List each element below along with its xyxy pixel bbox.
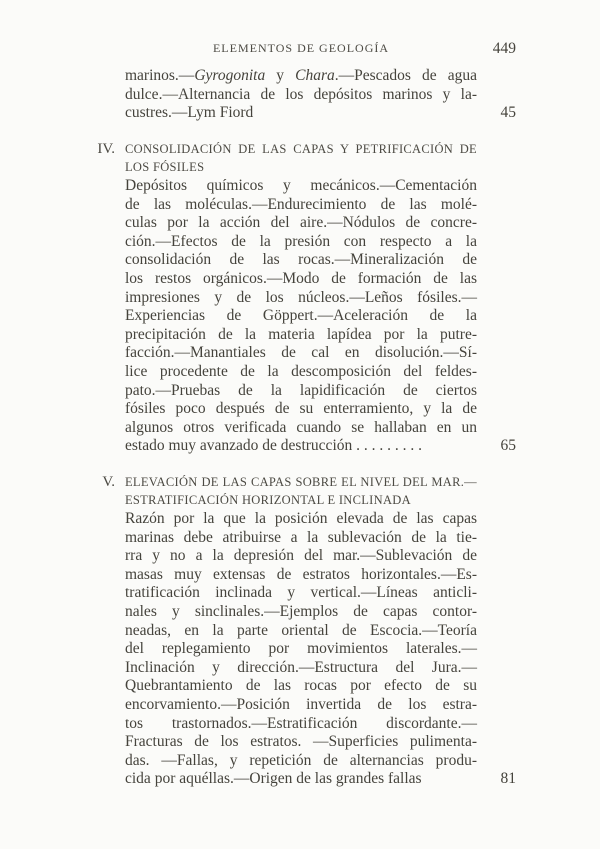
toc-text-line: masas muy extensas de estratos horizontales.—Es- (125, 565, 477, 583)
toc-text-line: encorvamiento.—Posición invertida de los estra- (125, 696, 477, 713)
toc-text-line: del replegamiento por movimientos laterales.— (125, 640, 477, 658)
chapter-heading-line: CONSOLIDACIÓN DE LAS CAPAS Y PETRIFICACIÓN DE (125, 141, 477, 156)
chapter-numeral: V. (102, 473, 115, 490)
folio-page-number: 449 (492, 40, 516, 57)
chapter-heading-line: ELEVACIÓN DE LAS CAPAS SOBRE EL NIVEL DEL MAR.— (125, 474, 477, 489)
toc-text-line: culas por la acción del aire.—Nódulos de concre- (125, 214, 477, 232)
toc-page-reference: 81 (500, 770, 516, 788)
toc-text-line: nales y sinclinales.—Ejemplos de capas contor- (125, 603, 477, 621)
running-title: ELEMENTOS DE GEOLOGÍA (212, 41, 390, 55)
italic-term: Gyrogonita (194, 67, 266, 84)
text-segment: .—Pescados de agua (334, 67, 477, 84)
toc-text-line: dulce.—Alternancia de los depósitos marinos y la- (125, 85, 477, 103)
running-header (125, 40, 516, 57)
toc-text-line: facción.—Manantiales de cal en disolución.—Sí- (125, 344, 477, 362)
toc-text-line: Razón por la que la posición elevada de las capas (125, 510, 477, 528)
toc-text-line: impresiones y de los núcleos.—Leños fósiles.— (125, 288, 477, 306)
toc-text-line: de las moléculas.—Endurecimiento de las molé- (125, 195, 477, 213)
chapter-heading-line: ESTRATIFICACIÓN HORIZONTAL E INCLINADA (125, 493, 411, 508)
toc-text-line: fósiles poco después de su enterramiento, y la de (125, 400, 477, 418)
toc-text-line: cida por aquéllas.—Origen de las grandes fallas (125, 770, 422, 788)
toc-text-line: Fracturas de los estratos. —Superficies pulimenta- (125, 733, 477, 751)
toc-text-line: estado muy avanzado de destrucción . . . . . . . . . (125, 437, 422, 455)
toc-text-line: marinas debe atribuirse a la sublevación de la tie- (125, 528, 477, 546)
toc-text-line: los restos orgánicos.—Modo de formación de las (125, 269, 477, 287)
toc-text-line: consolidación de las rocas.—Mineralización de (125, 251, 477, 269)
toc-text-line: Inclinación y dirección.—Estructura del Jura.— (125, 658, 477, 676)
toc-text-line: tratificación inclinada y vertical.—Líneas anticli- (125, 584, 477, 602)
page-content (97, 40, 516, 789)
toc-text-line: pato.—Pruebas de la lapidificación de ciertos (125, 381, 477, 399)
toc-text-line: tos trastornados.—Estratificación discordante.— (125, 714, 477, 732)
toc-text-line: ción.—Efectos de la presión con respecto a la (125, 232, 477, 250)
text-segment: marinos.— (125, 67, 195, 84)
toc-text-line: custres.—Lym Fiord (125, 104, 254, 122)
toc-text-line: Quebrantamiento de las rocas por efecto de su (125, 677, 477, 695)
toc-text-line: precipitación de la materia lapídea por la putre- (125, 325, 477, 343)
toc-text-line: Depósitos químicos y mecánicos.—Cementación (125, 176, 477, 194)
toc-text-line: lice procedente de la descomposición del feldes- (125, 362, 477, 380)
chapter-heading-line: LOS FÓSILES (125, 160, 205, 175)
toc-text-line (125, 67, 477, 86)
toc-text-line: algunos otros verificada cuando se hallaban en un (125, 418, 477, 436)
toc-entry-continuation (125, 67, 516, 123)
text-segment: y (265, 67, 296, 84)
toc-text-line: das. —Fallas, y repetición de alternancias produ- (125, 751, 477, 769)
chapter-numeral: IV. (97, 140, 115, 157)
toc-entry-v (102, 473, 516, 789)
toc-entry-iv (97, 140, 516, 456)
toc-text-line: neadas, en la parte oriental de Escocia.—Teoría (125, 621, 477, 639)
toc-text-line: rra y no a la depresión del mar.—Sublevación de (125, 547, 477, 565)
toc-page-reference: 45 (500, 104, 516, 122)
toc-page-reference: 65 (500, 437, 516, 455)
toc-text-line: Experiencias de Göppert.—Aceleración de la (125, 307, 477, 325)
italic-term: Chara (295, 67, 335, 84)
